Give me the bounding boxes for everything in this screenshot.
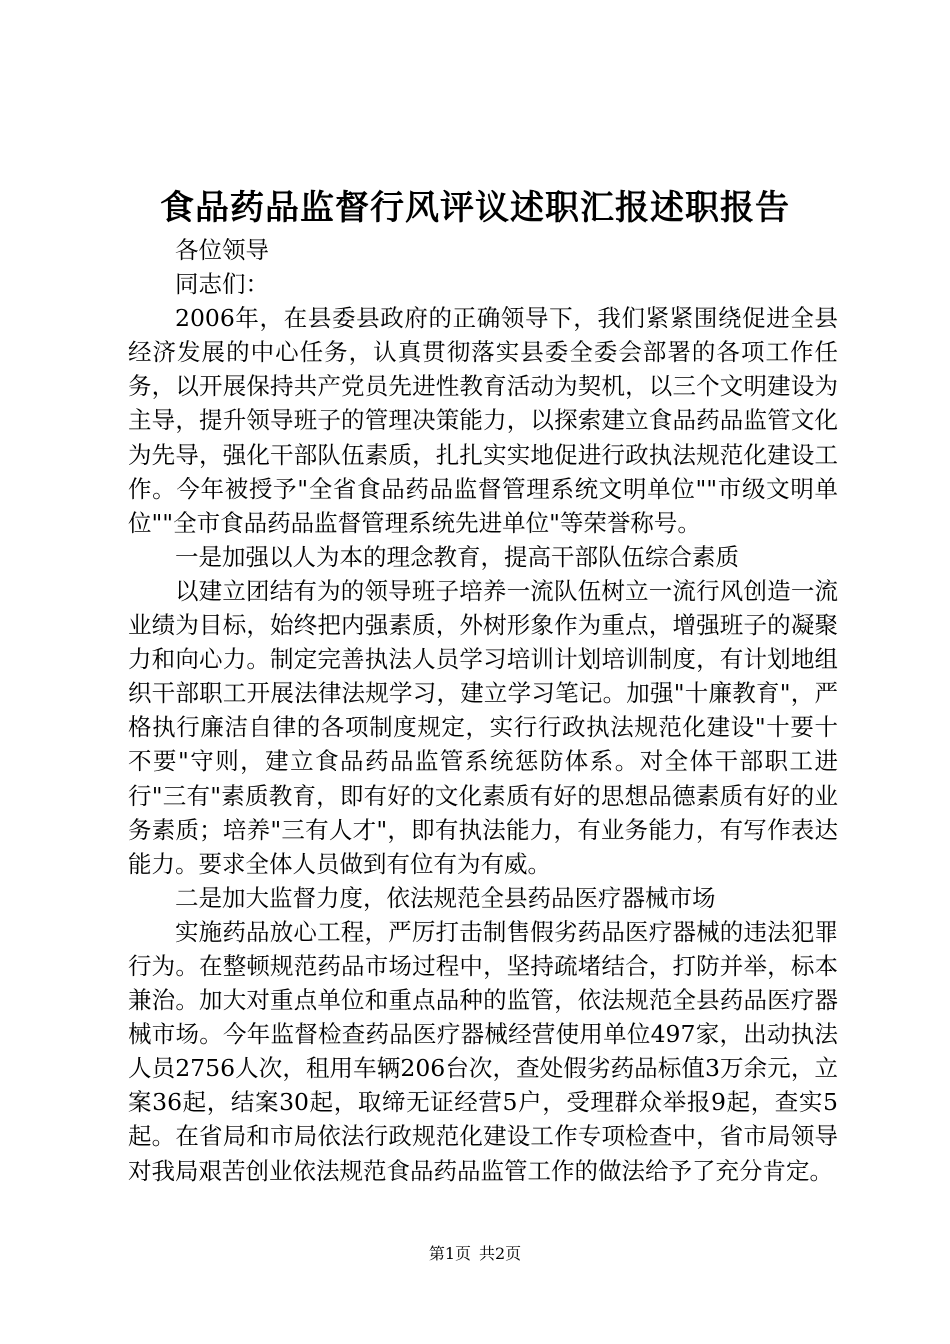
document-body [128,233,838,1188]
page-total: 共2页 [479,1244,522,1263]
page-footer [0,1243,950,1265]
document-title: 食品药品监督行风评议述职汇报述职报告 [160,188,790,228]
page-number: 第1页 [428,1244,471,1263]
intro-paragraph: 2006年，在县委县政府的正确领导下，我们紧紧围绕促进全县经济发展的中心任务，认真贯彻落实县委全委会部署的各项工作任务，以开展保持共产党员先进性教育活动为契机，以三个文明建设为主导，提升领导班子的管理决策能力，以探索建立食品药品监管文化为先导，强化干部队伍素质，扎扎实实地促进行政执法规范化建设工作。今年被授予"全省食品药品监督管理系统文明单位""市级文明单位""全市食品药品监督管理系统先进单位"等荣誉称号。 [128,304,838,537]
section-heading-2: 二是加大监督力度，依法规范全县药品医疗器械市场 [175,883,716,912]
section-2-paragraph: 实施药品放心工程，严厉打击制售假劣药品医疗器械的违法犯罪行为。在整顿规范药品市场过程中，坚持疏堵结合，打防并举，标本兼治。加大对重点单位和重点品种的监管，依法规范全县药品医疗器械市场。今年监督检查药品医疗器械经营使用单位497家，出动执法人员2756人次，租用车辆206台次，查处假劣药品标值3万余元，立案36起，结案30起，取缔无证经营5户，受理群众举报9起，查实5起。在省局和市局依法行政规范化建设工作专项检查中，省市局领导对我局艰苦创业依法规范食品药品监管工作的做法给予了充分肯定。 [128,917,838,1185]
salutation-leaders: 各位领导 [175,236,269,264]
section-heading-1: 一是加强以人为本的理念教育，提高干部队伍综合素质 [175,542,739,571]
section-1-paragraph: 以建立团结有为的领导班子培养一流队伍树立一流行风创造一流业绩为目标，始终把内强素质，外树形象作为重点，增强班子的凝聚力和向心力。制定完善执法人员学习培训计划培训制度，有计划地组织干部职工开展法律法规学习，建立学习笔记。加强"十廉教育"，严格执行廉洁自律的各项制度规定，实行行政执法规范化建设"十要十不要"守则，建立食品药品监管系统惩防体系。对全体干部职工进行"三有"素质教育，即有好的文化素质有好的思想品德素质有好的业务素质；培养"三有人才"，即有执法能力，有业务能力，有写作表达能力。要求全体人员做到有位有为有威。 [128,576,838,878]
salutation-comrades: 同志们： [175,270,269,299]
